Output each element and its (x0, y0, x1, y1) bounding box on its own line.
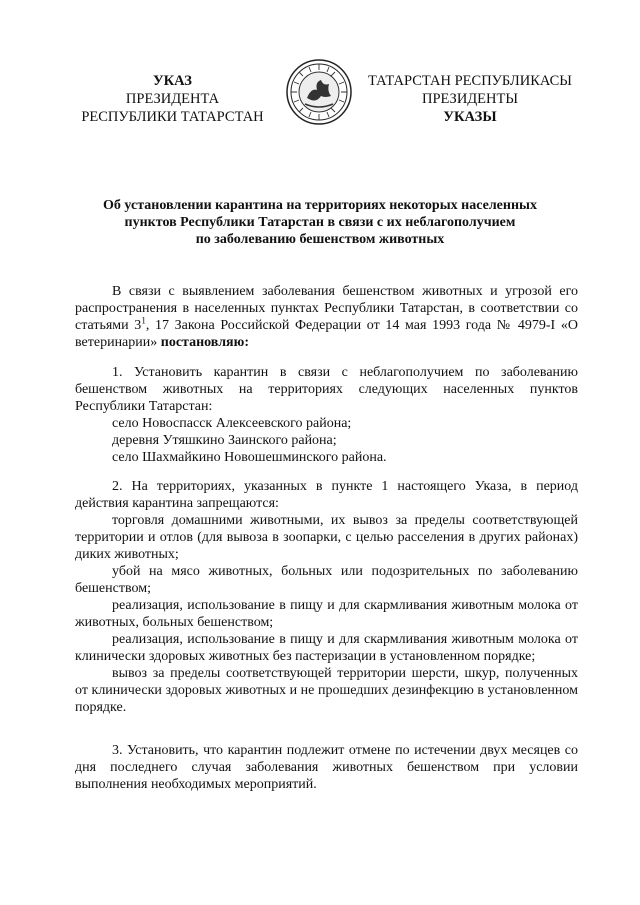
intro-text-a: В связи с выявлением заболевания бешенством животных и угрозой его распространения в населенных пунктах Республики Татарстан, в соответствии со статьями 3 (75, 284, 578, 333)
header-right-line-1: ТАТАРСТАН РЕСПУБЛИКАСЫ (368, 73, 572, 89)
header-right (360, 72, 580, 126)
ban-item: реализация, использование в пищу и для скармливания животным молока от клинически здоровых животных без пастеризации в установленном порядке; (75, 632, 578, 664)
place-item: село Новоспасск Алексеевского района; (112, 416, 352, 431)
header-left-line-1: УКАЗ (153, 73, 192, 89)
ban-item: убой на мясо животных, больных или подозрительных по заболеванию бешенством; (75, 564, 578, 596)
place-item: село Шахмайкино Новошешминского района. (112, 450, 387, 465)
header-right-line-3: УКАЗЫ (443, 109, 497, 125)
header-left (70, 72, 275, 126)
intro-paragraph (75, 283, 578, 351)
item-2 (75, 478, 578, 716)
header-left-line-2: ПРЕЗИДЕНТА (125, 91, 220, 107)
document-title (70, 197, 570, 248)
header-right-line-2: ПРЕЗИДЕНТЫ (421, 91, 519, 107)
intro-superscript: 1 (141, 315, 146, 326)
intro-decree-word: постановляю: (160, 335, 249, 350)
item-1-text: 1. Установить карантин в связи с неблагополучием по заболеванию бешенством животных на территориях следующих населенных пунктов Республики Татарстан: (75, 365, 578, 414)
item-3 (75, 742, 578, 793)
ban-item: вывоз за пределы соответствующей территории шерсти, шкур, полученных от клинически здоровых животных и не прошедших дезинфекцию в установленном порядке. (75, 666, 578, 715)
ban-item: торговля домашними животными, их вывоз за пределы соответствующей территории и отлов (для вывоза в зоопарки, с целью расселения в других районах) диких животных; (75, 513, 578, 562)
header-left-line-3: РЕСПУБЛИКИ ТАТАРСТАН (81, 109, 264, 125)
title-line-1: Об установлении карантина на территориях некоторых населенных (103, 198, 537, 213)
tatarstan-emblem-icon (285, 58, 353, 126)
intro-text-b: , 17 Закона Российской Федерации от 14 мая 1993 года № 4979-I «О ветеринарии» (75, 318, 578, 350)
item-3-text: 3. Установить, что карантин подлежит отмене по истечении двух месяцев со дня последнего случая заболевания животных бешенством при условии выполнения необходимых мероприятий. (75, 743, 578, 792)
ban-item: реализация, использование в пищу и для скармливания животным молока от животных, больных бешенством; (75, 598, 578, 630)
title-line-3: по заболеванию бешенством животных (195, 232, 445, 247)
item-1 (75, 364, 578, 466)
place-item: деревня Утяшкино Заинского района; (112, 433, 337, 448)
item-2-text: 2. На территориях, указанных в пункте 1 настоящего Указа, в период действия карантина запрещаются: (75, 479, 578, 511)
title-line-2: пунктов Республики Татарстан в связи с их неблагополучием (124, 215, 516, 230)
